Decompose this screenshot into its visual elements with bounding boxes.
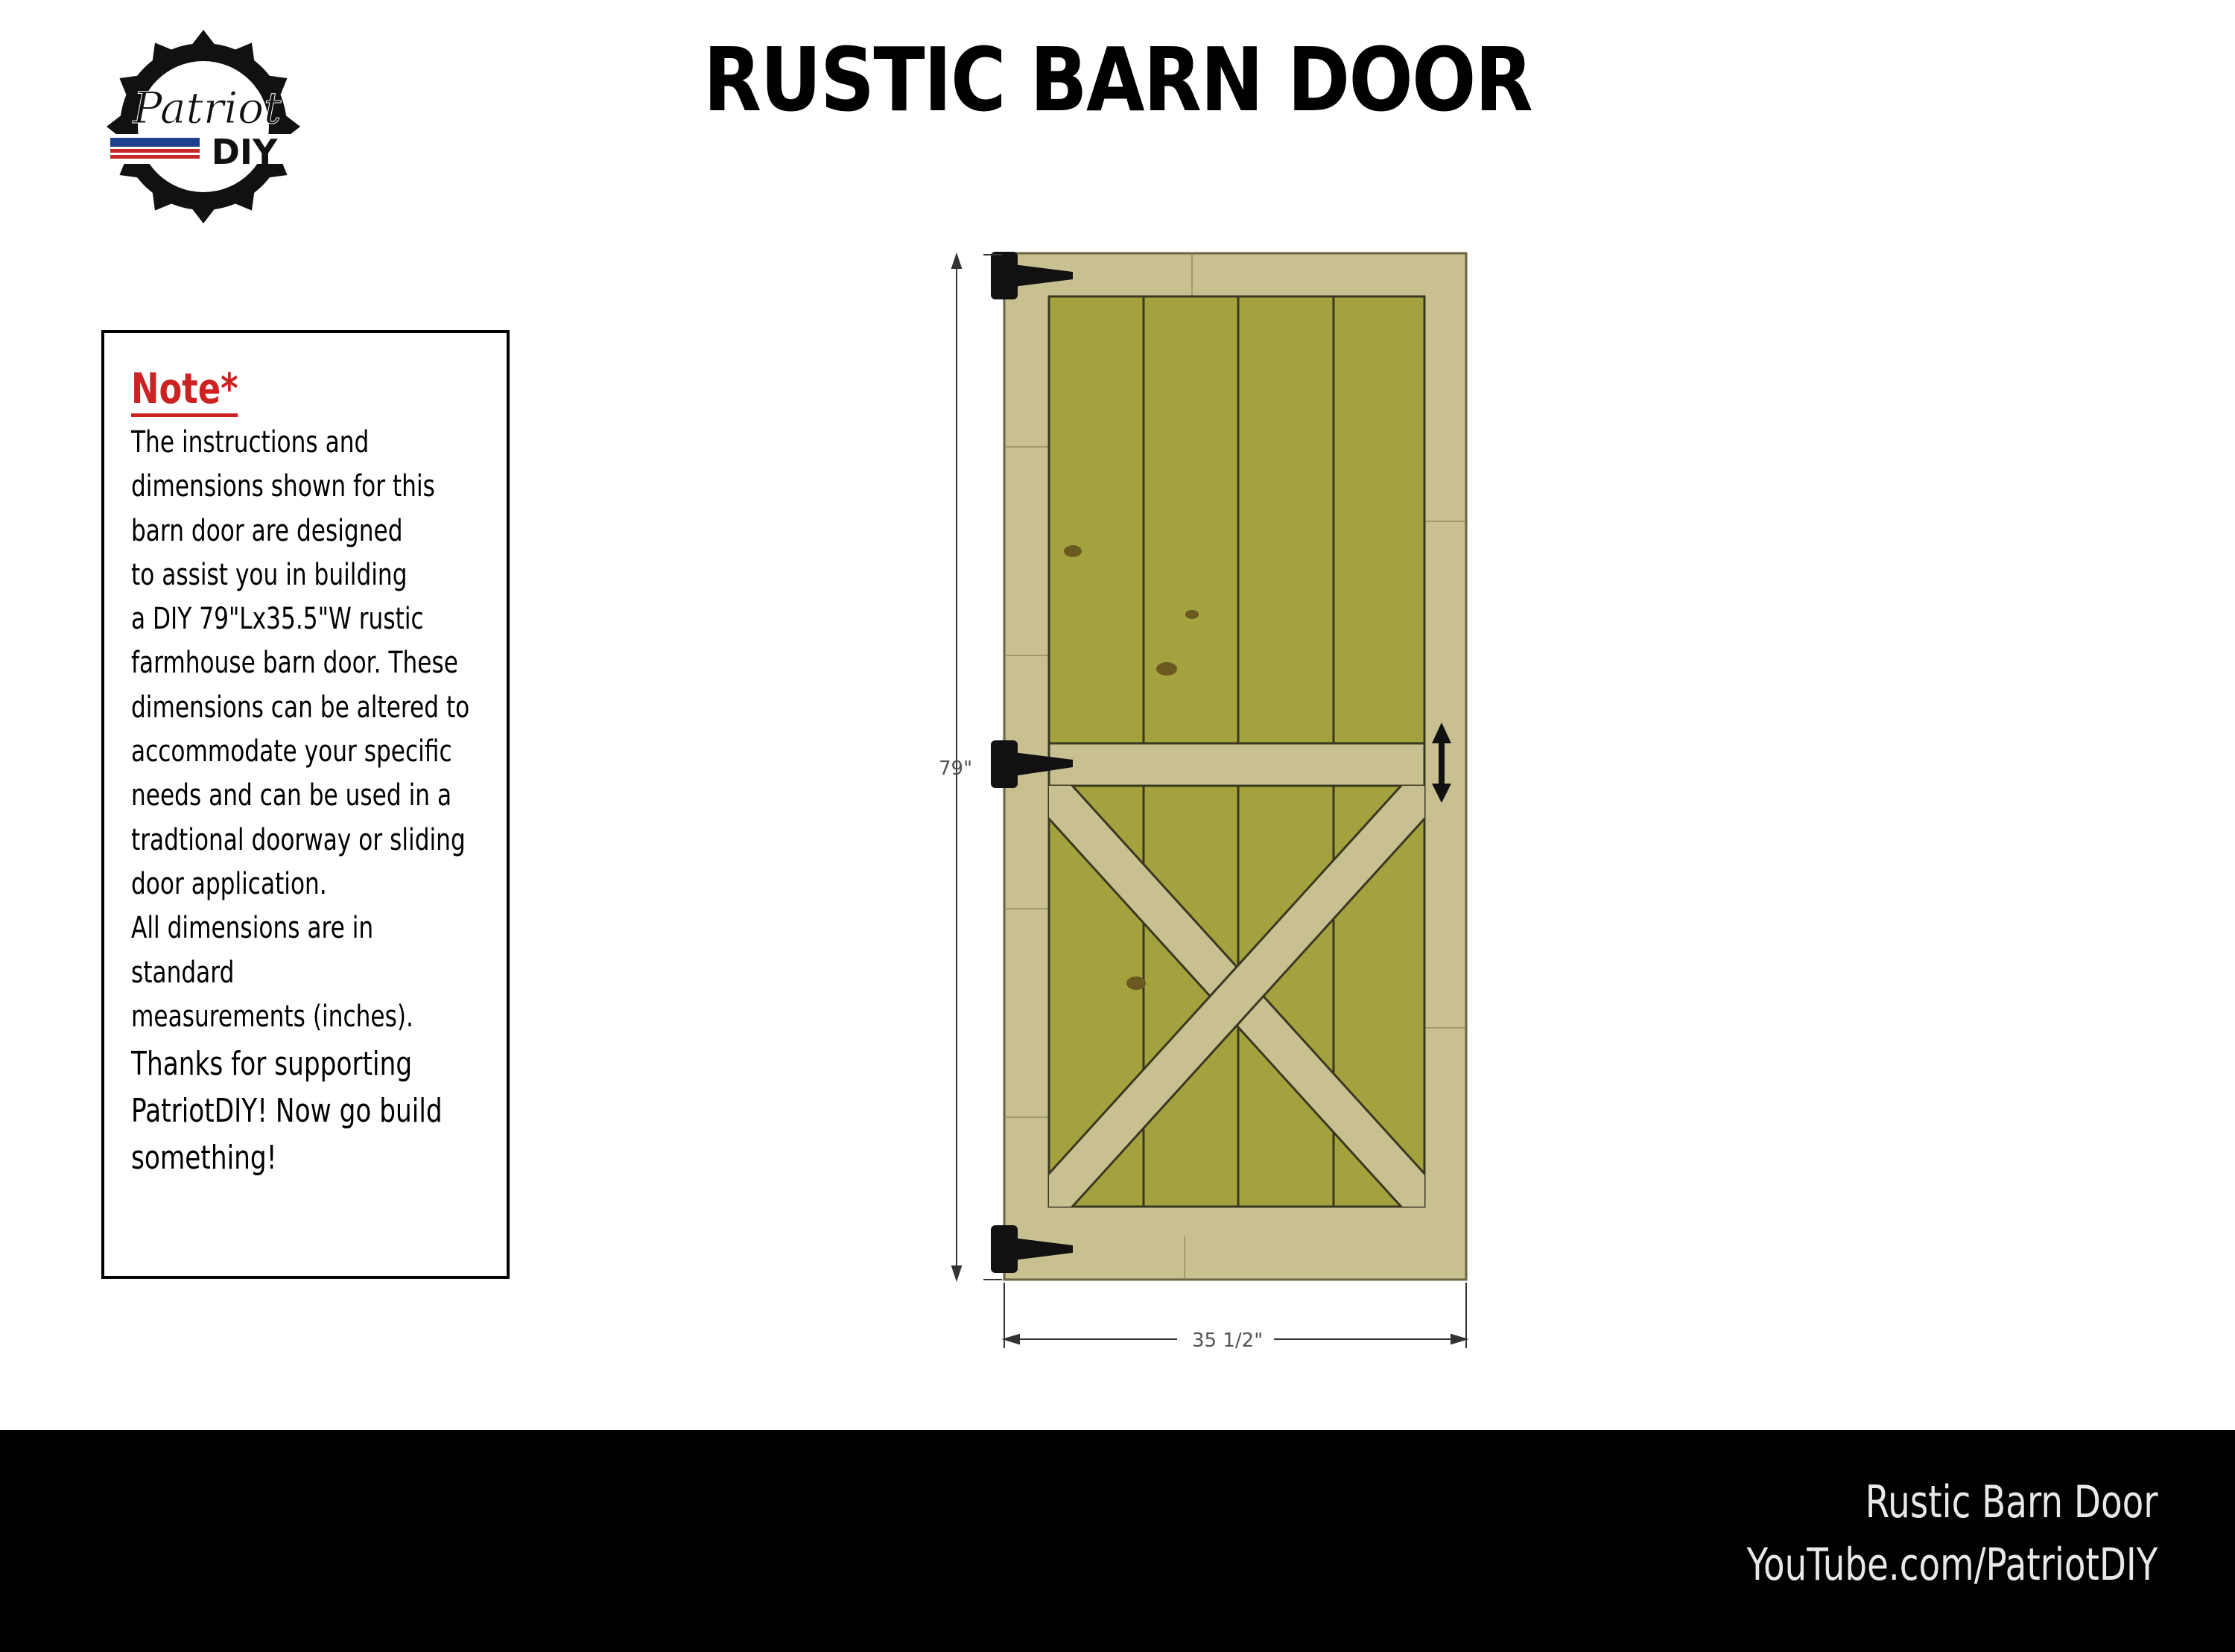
upper-panel <box>1049 296 1424 743</box>
patriot-diy-logo <box>103 22 304 231</box>
footer-bar <box>0 1430 2235 1652</box>
page-title: RUSTIC BARN DOOR <box>703 28 1532 131</box>
footer-title: Rustic Barn Door <box>1865 1476 2158 1528</box>
note-heading: Note* <box>131 367 238 417</box>
logo-script-text: Patriot <box>133 83 282 133</box>
middle-rail <box>1049 743 1424 786</box>
note-body: The instructions and dimensions shown for this barn door are designed to assist you in building a DIY 79"Lx35.5"W rustic farmhouse barn door. These dimensions can be altered to accommodate your specific needs and can be used in a tradtional doorway or sliding door application. All dimensions are in standard measurements (inches). <box>131 425 470 1034</box>
height-label: 79" <box>939 757 973 780</box>
note-thanks: Thanks for supporting PatriotDIY! Now go build something! <box>131 1045 443 1177</box>
logo-block-text: DIY <box>211 132 278 172</box>
note-box <box>101 330 510 1279</box>
width-label: 35 1/2" <box>1192 1329 1264 1352</box>
footer-youtube-link[interactable]: YouTube.com/PatriotDIY <box>1746 1539 2158 1591</box>
barn-door-diagram <box>894 238 1490 1370</box>
